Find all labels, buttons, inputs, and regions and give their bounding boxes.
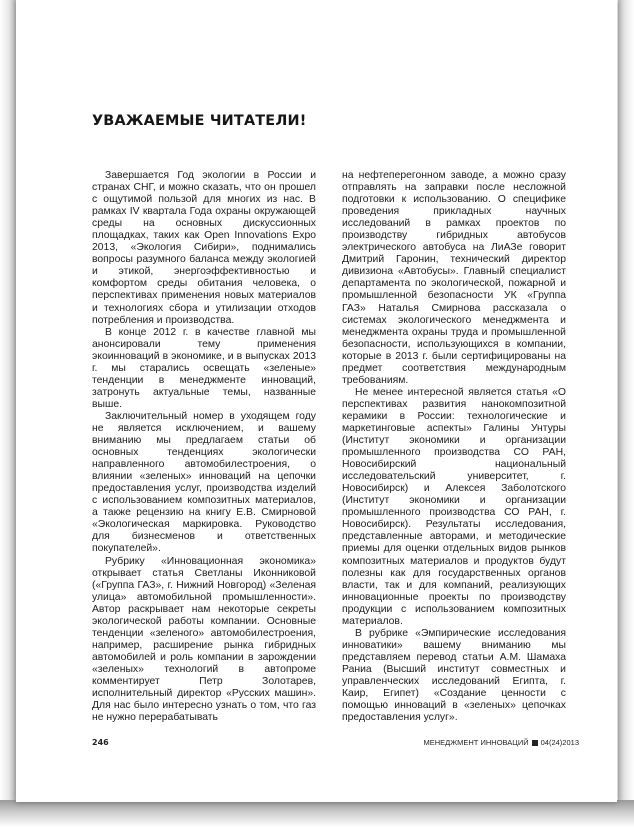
paragraph: В конце 2012 г. в качестве главной мы анонсировали тему применения экоинноваций в экономике, и в выпусках 2013 г. мы старались освещать «зеленые» тенденции в менеджменте инноваций, затронуть актуальные темы, названные выше. (92, 326, 316, 410)
page-shadow-left (0, 0, 16, 830)
separator-square-icon (532, 740, 538, 746)
left-text-column (92, 170, 316, 724)
page-shadow-bottom (0, 800, 634, 830)
paragraph: Заключительный номер в уходящем году не является исключением, и вашему вниманию мы предлагаем статьи об основных тенденциях экологически направленного автомобилестроения, о влиянии «зеленых» инноваций на цепочки предоставления услуг, производства изделий с использованием композитных материалов, а также рецензию на книгу Е.В. Смирновой «Экологическая маркировка. Руководство для бизнесменов и ответственных покупателей». (92, 410, 316, 555)
page-heading: УВАЖАЕМЫЕ ЧИТАТЕЛИ! (92, 113, 307, 129)
running-footer (423, 738, 579, 747)
journal-title: МЕНЕДЖМЕНТ ИННОВАЦИЙ (423, 738, 529, 747)
paragraph: В рубрике «Эмпирические исследования инноватики» вашему вниманию мы представляем перевод статьи А.М. Шамаха Раниа (Высший институт совместных и управленческих исследований Египта, г. Каир, Египет) «Создание ценности с помощью инноваций в «зеленых» цепочках предоставления услуг». (342, 627, 566, 724)
paragraph: на нефтеперегонном заводе, а можно сразу отправлять на заправки после несложной подготовки к использованию. О специфике проведения прикладных научных исследований в рамках проектов по производству гибридных автобусов электрического автобуса на ЛиАЗе говорит Дмитрий Гаронин, технический директор дивизиона «Автобусы». Главный специалист департамента по экологической, пожарной и промышленной безопасности УК «Группа ГАЗ» Наталья Смирнова рассказала о системах экологического менеджмента и менеджмента охраны труда и промышленной безопасности, использующихся в компании, которые в 2013 г. были сертифицированы на предмет соответствия международным требованиям. (342, 170, 566, 386)
paragraph: Не менее интересной является статья «О перспективах развития нанокомпозитной керамики в России: технологические и маркетинговые аспекты» Галины Унтуры (Институт экономики и организации промышленного производства СО РАН, Новосибирский национальный исследовательский университет, г. Новосибирск) и Алексея Заболотского (Институт экономики и организации промышленного производства СО РАН, г. Новосибирск). Результаты исследования, представленные авторами, и методические приемы для оценки отдельных видов рынков композитных материалов и продуктов будут полезны как для государственных органов власти, так и для компаний, реализующих инновационные проекты по производству продукции с использованием композитных материалов. (342, 386, 566, 627)
page-number: 246 (92, 738, 109, 747)
issue-number: 04(24)2013 (540, 738, 579, 747)
right-text-column (342, 170, 566, 724)
paragraph: Завершается Год экологии в России и странах СНГ, и можно сказать, что он прошел с ощутимой пользой для многих из нас. В рамках IV квартала Года охраны окружающей среды на основных дискуссионных площадках, таких как Open Innovations Expo 2013, «Экология Сибири», поднимались вопросы разумного баланса между экологией и этикой, энергоэффективностью и комфортом среды обитания человека, о перспективах применения новых материалов и технологиях сбора и утилизации отходов потребления и производства. (92, 170, 316, 326)
paragraph: Рубрику «Инновационная экономика» открывает статья Светланы Иконниковой («Группа ГАЗ», г. Нижний Новгород) «Зеленая улица» автомобильной промышленности». Автор раскрывает нам некоторые секреты экологической работы компании. Основные тенденции «зеленого» автомобилестроения, например, расширение рынка гибридных автомобилей и роль компании в зарождении «зеленых» технологий в автопроме комментирует Петр Золотарев, исполнительный директор «Русских машин». Для нас было интересно узнать о том, что газ не нужно перерабатывать (92, 555, 316, 724)
magazine-page (16, 0, 617, 802)
page-shadow-right (618, 0, 634, 830)
